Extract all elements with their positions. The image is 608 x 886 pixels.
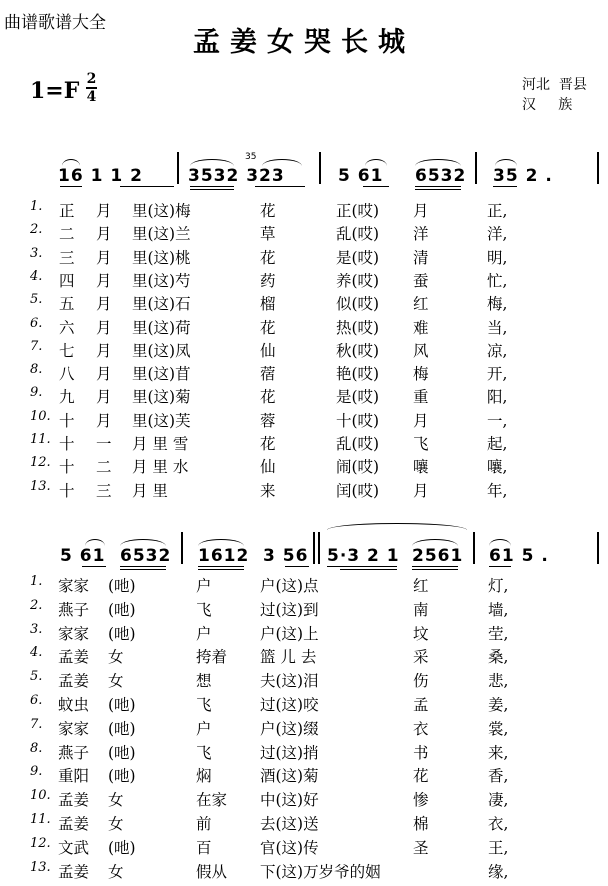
- lyric-text: 衣: [413, 719, 429, 738]
- lyric-text: 月 里: [132, 481, 168, 500]
- lyric-text: 过(这)捎: [260, 743, 319, 762]
- lyric-text: 户(这)点: [260, 577, 319, 595]
- lyric-text: 伤: [413, 672, 429, 691]
- measure: 3532 323: [188, 166, 285, 186]
- lyric-text: 王,: [488, 838, 509, 857]
- lyric-text: 前: [196, 815, 212, 833]
- lyric-text: 花: [260, 435, 276, 453]
- lyric-text: 家家: [58, 577, 90, 595]
- lyric-text: 百: [196, 838, 212, 857]
- lyric-text: 户: [196, 577, 212, 595]
- beam: [285, 566, 309, 567]
- lyric-text: 孟姜: [58, 672, 90, 691]
- lyric-text: 里(这)凤: [132, 341, 191, 360]
- lyric-text: 飞: [196, 600, 212, 619]
- lyric-text: 月: [96, 248, 112, 267]
- lyric-text: 药: [260, 271, 276, 290]
- lyric-text: 红: [413, 577, 429, 595]
- measure: 6532: [415, 166, 467, 186]
- lyric-text: 乱(哎): [336, 225, 380, 244]
- lyric-text: 二: [96, 458, 112, 477]
- verse-number: 1.: [30, 199, 43, 214]
- beam: [120, 186, 174, 187]
- lyric-text: 里(这)苜: [132, 365, 191, 384]
- slur: [85, 539, 105, 546]
- beam: [190, 189, 234, 190]
- measure: 16 1 1 2: [58, 166, 143, 186]
- lyric-text: 假从: [196, 862, 228, 881]
- lyric-text: 月: [96, 271, 112, 290]
- lyric-text: 五: [59, 295, 75, 314]
- lyric-text: 女: [108, 672, 124, 691]
- lyric-text: 燕子: [58, 743, 90, 762]
- beam: [190, 186, 234, 187]
- lyric-text: 衣,: [488, 815, 509, 833]
- lyric-text: 来,: [488, 743, 509, 762]
- lyric-text: (吔): [108, 624, 136, 643]
- lyric-text: 梅,: [487, 295, 508, 314]
- lyric-text: 起,: [487, 435, 508, 453]
- lyric-text: 花: [413, 767, 429, 786]
- verse-number: 7.: [30, 716, 43, 732]
- beam: [412, 569, 458, 570]
- lyric-text: 孟姜: [58, 648, 90, 667]
- barline: [177, 152, 179, 184]
- lyric-text: 三: [59, 248, 75, 267]
- grace-note: 35: [245, 152, 257, 162]
- lyric-text: 风: [413, 341, 429, 360]
- time-signature: [86, 72, 97, 104]
- slur: [262, 159, 302, 166]
- lyric-text: 月: [96, 388, 112, 407]
- lyric-text: 蚕: [413, 271, 429, 290]
- lyric-text: 月: [96, 365, 112, 384]
- lyric-text: (吔): [108, 719, 136, 738]
- slur: [327, 523, 467, 530]
- lyric-text: 阳,: [487, 388, 508, 407]
- lyric-text: 香,: [488, 767, 509, 786]
- lyric-text: 一,: [487, 411, 508, 430]
- slur: [190, 159, 234, 166]
- beam: [489, 566, 511, 567]
- lyric-text: 家家: [58, 719, 90, 738]
- beam: [327, 566, 397, 567]
- lyric-text: 孟姜: [58, 862, 90, 881]
- lyric-text: 悲,: [488, 672, 509, 691]
- lyric-text: 花: [260, 318, 276, 337]
- lyric-text: 当,: [487, 318, 508, 337]
- lyric-text: 月: [96, 411, 112, 430]
- beam: [60, 186, 82, 187]
- watermark: 曲谱歌谱大全: [4, 13, 106, 33]
- slur: [412, 539, 458, 546]
- lyric-text: 文武: [58, 838, 90, 857]
- lyric-text: (吔): [108, 577, 136, 595]
- barline: [597, 532, 599, 564]
- slur: [495, 159, 517, 166]
- lyric-text: 是(哎): [336, 248, 380, 267]
- lyric-text: 红: [413, 295, 429, 314]
- lyric-text: 下(这)万岁爷的姻: [260, 862, 381, 881]
- lyric-text: 官(这)传: [260, 838, 319, 857]
- verse-number: 12.: [30, 835, 51, 851]
- lyric-text: 年,: [487, 481, 508, 500]
- key-signature: 1=F: [30, 78, 80, 104]
- lyric-text: 裳,: [488, 719, 509, 738]
- lyric-text: 十: [59, 411, 75, 430]
- lyric-text: 花: [260, 248, 276, 267]
- slur: [198, 539, 244, 546]
- beam: [415, 186, 461, 187]
- lyric-text: 坟: [413, 624, 429, 643]
- beam: [198, 566, 244, 567]
- verse-number: 4.: [30, 645, 43, 661]
- verse-number: 13.: [30, 478, 51, 494]
- lyric-text: 篮 儿 去: [260, 648, 317, 667]
- verse-number: 7.: [30, 338, 43, 354]
- measure: 6532: [120, 546, 172, 566]
- barline: [181, 532, 183, 564]
- lyric-text: 桑,: [488, 648, 509, 667]
- lyric-text: 蚊虫: [58, 696, 90, 714]
- lyric-text: 挎着: [196, 648, 228, 667]
- lyric-text: 八: [59, 365, 75, 384]
- lyric-text: 月: [96, 225, 112, 244]
- lyric-text: 来: [260, 481, 276, 500]
- verse-number: 8.: [30, 740, 43, 756]
- lyric-text: 乱(哎): [336, 435, 380, 453]
- verse-number: 3.: [30, 245, 43, 261]
- lyric-text: 正(哎): [336, 202, 380, 220]
- lyric-text: 月: [96, 341, 112, 360]
- lyric-text: 孟姜: [58, 815, 90, 833]
- lyric-text: 草: [260, 225, 276, 244]
- lyric-text: 飞: [196, 696, 212, 714]
- lyric-text: 七: [59, 341, 75, 360]
- measure: 1612: [198, 546, 250, 566]
- lyric-text: 开,: [487, 365, 508, 384]
- lyric-text: 茔,: [488, 624, 509, 643]
- lyric-text: (吔): [108, 838, 136, 857]
- lyric-text: 榴: [260, 295, 276, 314]
- verse-number: 9.: [30, 764, 43, 780]
- lyric-text: 飞: [413, 435, 429, 453]
- lyric-text: 洋: [413, 225, 429, 244]
- lyric-text: 户: [196, 624, 212, 643]
- measure: 5 61: [338, 166, 384, 186]
- measure: 61 5 .: [489, 546, 549, 566]
- measure: 5·3 2 1: [327, 546, 400, 566]
- lyric-text: 十(哎): [336, 411, 380, 430]
- measure: 5 61: [60, 546, 106, 566]
- lyric-text: 书: [413, 743, 429, 762]
- origin-region: 河北 晋县: [522, 77, 587, 93]
- verse-number: 12.: [30, 455, 51, 471]
- lyric-text: 秋(哎): [336, 341, 380, 360]
- lyric-text: 一: [96, 435, 112, 453]
- lyric-text: 梅: [413, 365, 429, 384]
- lyric-text: 闰(哎): [336, 481, 380, 500]
- lyric-text: 户(这)缀: [260, 719, 319, 738]
- lyric-text: 里(这)桃: [132, 248, 191, 267]
- lyric-text: 户: [196, 719, 212, 738]
- lyric-text: (吔): [108, 696, 136, 714]
- lyric-text: 缘,: [488, 862, 509, 881]
- lyric-text: 花: [260, 202, 276, 220]
- lyric-text: 是(哎): [336, 388, 380, 407]
- song-title: 孟姜女哭长城: [193, 27, 415, 58]
- lyric-text: 里(这)兰: [132, 225, 191, 244]
- lyric-text: 女: [108, 648, 124, 667]
- lyric-text: 二: [59, 225, 75, 244]
- lyric-text: 姜,: [488, 696, 509, 714]
- verse-number: 2.: [30, 597, 43, 613]
- lyric-text: 里(这)芙: [132, 411, 191, 430]
- verse-number: 5.: [30, 669, 43, 685]
- verse-number: 8.: [30, 362, 43, 378]
- slur: [415, 159, 461, 166]
- lyric-text: 月: [96, 202, 112, 220]
- lyric-text: 孟: [413, 696, 429, 714]
- lyric-text: (吔): [108, 743, 136, 762]
- lyric-text: 蓉: [260, 411, 276, 430]
- barline: [597, 152, 599, 184]
- lyric-text: 十: [59, 458, 75, 477]
- lyric-text: 凄,: [488, 791, 509, 810]
- lyric-text: 忙,: [487, 271, 508, 290]
- lyric-text: 棉: [413, 815, 429, 833]
- lyric-text: 明,: [487, 248, 508, 267]
- lyric-text: 蓿: [260, 365, 276, 384]
- lyric-text: 月: [96, 295, 112, 314]
- beam: [415, 189, 461, 190]
- lyric-text: 凉,: [487, 341, 508, 360]
- lyric-text: 月 里 水: [132, 458, 189, 477]
- lyric-text: (吔): [108, 767, 136, 786]
- lyric-text: 似(哎): [336, 295, 380, 314]
- lyric-text: 燕子: [58, 600, 90, 619]
- measure: 2561: [412, 546, 464, 566]
- verse-number: 10.: [30, 408, 51, 424]
- lyric-text: 南: [413, 600, 429, 619]
- barline: [319, 152, 321, 184]
- lyric-text: 花: [260, 388, 276, 407]
- lyric-text: 圣: [413, 838, 429, 857]
- lyric-text: 采: [413, 648, 429, 667]
- lyric-text: 里(这)菊: [132, 388, 191, 407]
- lyric-text: 热(哎): [336, 318, 380, 337]
- lyric-text: 十: [59, 481, 75, 500]
- lyric-text: 养(哎): [336, 271, 380, 290]
- beam: [493, 186, 517, 187]
- lyric-text: 酒(这)菊: [260, 767, 319, 786]
- lyric-text: 十: [59, 435, 75, 453]
- lyric-text: 难: [413, 318, 429, 337]
- lyric-text: 正,: [487, 202, 508, 220]
- lyric-text: 里(这)梅: [132, 202, 191, 220]
- meter-top: 2: [86, 71, 97, 87]
- lyric-text: 夫(这)泪: [260, 672, 319, 691]
- lyric-text: (吔): [108, 600, 136, 619]
- slur: [62, 159, 80, 166]
- beam: [120, 566, 166, 567]
- lyric-text: 重: [413, 388, 429, 407]
- lyric-text: 仙: [260, 458, 276, 477]
- verse-number: 1.: [30, 574, 43, 589]
- lyric-text: 月: [413, 202, 429, 220]
- beam: [120, 569, 166, 570]
- lyric-text: 过(这)咬: [260, 696, 319, 714]
- beam: [412, 566, 458, 567]
- lyric-text: 洋,: [487, 225, 508, 244]
- lyric-text: 家家: [58, 624, 90, 643]
- lyric-text: 重阳: [58, 767, 90, 786]
- lyric-text: 女: [108, 862, 124, 881]
- beam: [340, 569, 397, 570]
- origin-info: [522, 75, 587, 115]
- lyric-text: 月: [413, 481, 429, 500]
- beam: [82, 566, 106, 567]
- verse-number: 3.: [30, 621, 43, 637]
- lyric-text: 灯,: [488, 577, 509, 595]
- beam: [198, 569, 244, 570]
- lyric-text: 焖: [196, 767, 212, 786]
- verse-number: 11.: [30, 812, 51, 827]
- verse-number: 10.: [30, 788, 51, 804]
- measure: 3 56: [263, 546, 309, 566]
- verse-number: 4.: [30, 268, 43, 284]
- lyric-text: 六: [59, 318, 75, 337]
- measure: 35 2 .: [493, 166, 553, 186]
- lyric-text: 四: [59, 271, 75, 290]
- lyric-text: 里(这)荷: [132, 318, 191, 337]
- meter-bottom: 4: [86, 89, 97, 105]
- lyric-text: 清: [413, 248, 429, 267]
- lyric-text: 孟姜: [58, 791, 90, 810]
- lyric-text: 女: [108, 791, 124, 810]
- lyric-text: 在家: [196, 791, 228, 810]
- lyric-text: 墙,: [488, 600, 509, 619]
- origin-ethnicity: 汉 族: [522, 97, 573, 113]
- verse-number: 11.: [30, 432, 51, 447]
- lyric-text: 艳(哎): [336, 365, 380, 384]
- slur: [120, 539, 166, 546]
- lyric-text: 月: [413, 411, 429, 430]
- lyric-text: 里(这)芍: [132, 271, 191, 290]
- lyric-text: 去(这)送: [260, 815, 319, 833]
- barline: [473, 532, 475, 564]
- lyric-text: 中(这)好: [260, 791, 319, 810]
- lyric-text: 里(这)石: [132, 295, 191, 314]
- lyric-text: 想: [196, 672, 212, 691]
- lyric-text: 惨: [413, 791, 429, 810]
- verse-number: 2.: [30, 222, 43, 238]
- verse-number: 6.: [30, 693, 43, 708]
- lyric-text: 嚷: [413, 458, 429, 477]
- lyric-text: 嚷,: [487, 458, 508, 477]
- lyric-text: 女: [108, 815, 124, 833]
- lyric-text: 正: [59, 202, 75, 220]
- beam: [255, 186, 305, 187]
- lyric-text: 九: [59, 388, 75, 407]
- beam: [363, 186, 389, 187]
- lyric-text: 月: [96, 318, 112, 337]
- lyric-text: 仙: [260, 341, 276, 360]
- lyric-text: 过(这)到: [260, 600, 319, 619]
- lyric-text: 月 里 雪: [132, 435, 189, 453]
- verse-number: 9.: [30, 385, 43, 401]
- barline: [475, 152, 477, 184]
- lyric-text: 飞: [196, 743, 212, 762]
- verse-number: 5.: [30, 292, 43, 308]
- barline: [313, 532, 315, 564]
- lyric-text: 户(这)上: [260, 624, 319, 643]
- lyric-text: 三: [96, 481, 112, 500]
- slur: [489, 539, 511, 546]
- lyric-text: 闹(哎): [336, 458, 380, 477]
- slur: [365, 159, 387, 166]
- verse-number: 13.: [30, 859, 51, 875]
- verse-number: 6.: [30, 315, 43, 331]
